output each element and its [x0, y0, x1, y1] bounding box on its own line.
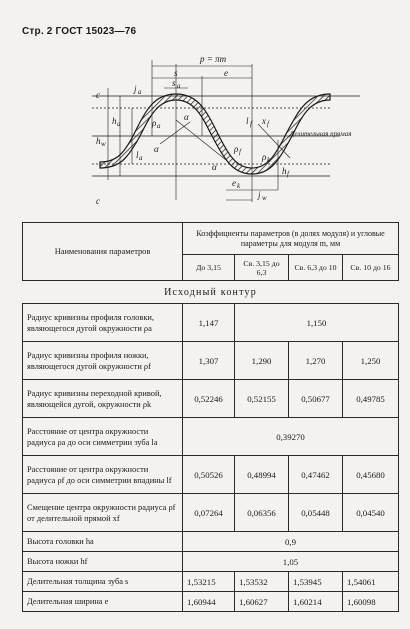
- param-name: Высота ножки hf: [23, 552, 183, 572]
- param-value: 1,60944: [183, 592, 235, 612]
- h-w-label: h: [96, 136, 101, 146]
- param-value: 1,60214: [289, 592, 343, 612]
- table-name-header: Наименования параметров: [23, 223, 183, 281]
- h-f-label: h: [282, 166, 287, 176]
- param-value: 0,05448: [289, 494, 343, 532]
- param-value: 1,53215: [183, 572, 235, 592]
- j-w-sub: w: [262, 194, 267, 202]
- range-header: Св. 6,3 до 10: [289, 255, 343, 281]
- param-value: 0,50677: [289, 380, 343, 418]
- param-value: 1,53945: [289, 572, 343, 592]
- rho-a-label: ρ: [152, 118, 157, 128]
- l-f-sub: f: [250, 120, 252, 128]
- pitch-label: p = πm: [200, 54, 227, 64]
- range-header: До 3,15: [183, 255, 235, 281]
- h-w-sub: w: [101, 140, 106, 148]
- table-row: [23, 304, 399, 342]
- param-value: 1,270: [289, 342, 343, 380]
- param-value: 1,250: [343, 342, 399, 380]
- table-row: [23, 592, 399, 612]
- l-f-label: l: [246, 116, 249, 126]
- thickness-label: s: [174, 68, 178, 78]
- alpha3-label: α: [212, 162, 217, 172]
- s-a-sub: a: [177, 82, 181, 90]
- rho-a-sub: a: [157, 122, 161, 130]
- param-name: Радиус кривизны переходной кривой, являющейся дугой, окружности ρk: [23, 380, 183, 418]
- h-f-sub: f: [287, 170, 289, 178]
- table-coef-header: Коэффициенты параметров (в долях модуля) и угловые параметры для модуля m, мм: [183, 223, 399, 255]
- page-header: Стр. 2 ГОСТ 15023—76: [22, 26, 137, 37]
- param-name: Смещение центра окружности радиуса ρf от делительной прямой xf: [23, 494, 183, 532]
- table-row: [23, 380, 399, 418]
- param-name: Радиус кривизны профиля ножки, являющегося дугой окружности ρf: [23, 342, 183, 380]
- rho-k-sub: k: [267, 156, 271, 164]
- x-f-label: x: [262, 116, 266, 126]
- param-value: 1,54061: [343, 572, 399, 592]
- param-value: 1,290: [235, 342, 289, 380]
- param-name: Радиус кривизны профиля головки, являющегося дугой окружности ρa: [23, 304, 183, 342]
- param-value: 0,06356: [235, 494, 289, 532]
- param-value: 0,07264: [183, 494, 235, 532]
- param-value: 1,60627: [235, 592, 289, 612]
- table-row: [23, 456, 399, 494]
- param-name: Расстояние от центра окружности радиуса ρa до оси симметрии зуба la: [23, 418, 183, 456]
- j-w-label: j: [258, 190, 261, 200]
- s-a-label: s: [172, 78, 176, 88]
- param-value: 1,05: [183, 552, 399, 572]
- param-value: 1,147: [183, 304, 235, 342]
- rho-f-sub: f: [239, 148, 241, 156]
- j-a-label: j: [134, 84, 137, 94]
- table-row: [23, 494, 399, 532]
- alpha2-label: α: [154, 144, 159, 154]
- c-bottom-label: c: [96, 196, 100, 206]
- e-k-sub: k: [237, 182, 241, 190]
- param-value: 1,60098: [343, 592, 399, 612]
- tooth-profile-diagram: [0, 40, 410, 220]
- width-label: e: [224, 68, 228, 78]
- rho-f-label: ρ: [234, 144, 239, 154]
- param-name: Делительная толщина зуба s: [23, 572, 183, 592]
- param-value: 0,04540: [343, 494, 399, 532]
- table-row: [23, 418, 399, 456]
- range-header: Св. 3,15 до 6,3: [235, 255, 289, 281]
- param-value: 0,9: [183, 532, 399, 552]
- j-a-sub: a: [138, 88, 142, 96]
- param-value: 0,48994: [235, 456, 289, 494]
- table-row: [23, 342, 399, 380]
- h-a-label: h: [112, 116, 117, 126]
- param-value: 1,307: [183, 342, 235, 380]
- c-top-label: c: [96, 90, 100, 100]
- param-value: 1,53532: [235, 572, 289, 592]
- x-f-sub: f: [267, 120, 269, 128]
- table-row: [23, 552, 399, 572]
- section-title: Исходный контур: [23, 281, 399, 304]
- param-value: 1,150: [235, 304, 399, 342]
- param-name: Высота головки ha: [23, 532, 183, 552]
- l-a-sub: a: [139, 154, 143, 162]
- range-header: Св. 10 до 16: [343, 255, 399, 281]
- e-k-label: e: [232, 178, 236, 188]
- param-value: 0,45680: [343, 456, 399, 494]
- l-a-label: l: [136, 150, 139, 160]
- pitch-line-label: Делительная прямая: [290, 130, 352, 138]
- alpha1-label: α: [184, 112, 189, 122]
- param-value: 0,49785: [343, 380, 399, 418]
- h-a-sub: a: [117, 120, 121, 128]
- table-row: [23, 572, 399, 592]
- param-value: 0,52246: [183, 380, 235, 418]
- param-value: 0,52155: [235, 380, 289, 418]
- param-value: 0,50526: [183, 456, 235, 494]
- param-name: Расстояние от центра окружности радиуса ρf до оси симметрии впадины lf: [23, 456, 183, 494]
- parameters-table: [22, 222, 399, 612]
- table-row: [23, 532, 399, 552]
- rho-k-label: ρ: [262, 152, 267, 162]
- param-name: Делительная ширина e: [23, 592, 183, 612]
- param-value: 0,47462: [289, 456, 343, 494]
- param-value: 0,39270: [183, 418, 399, 456]
